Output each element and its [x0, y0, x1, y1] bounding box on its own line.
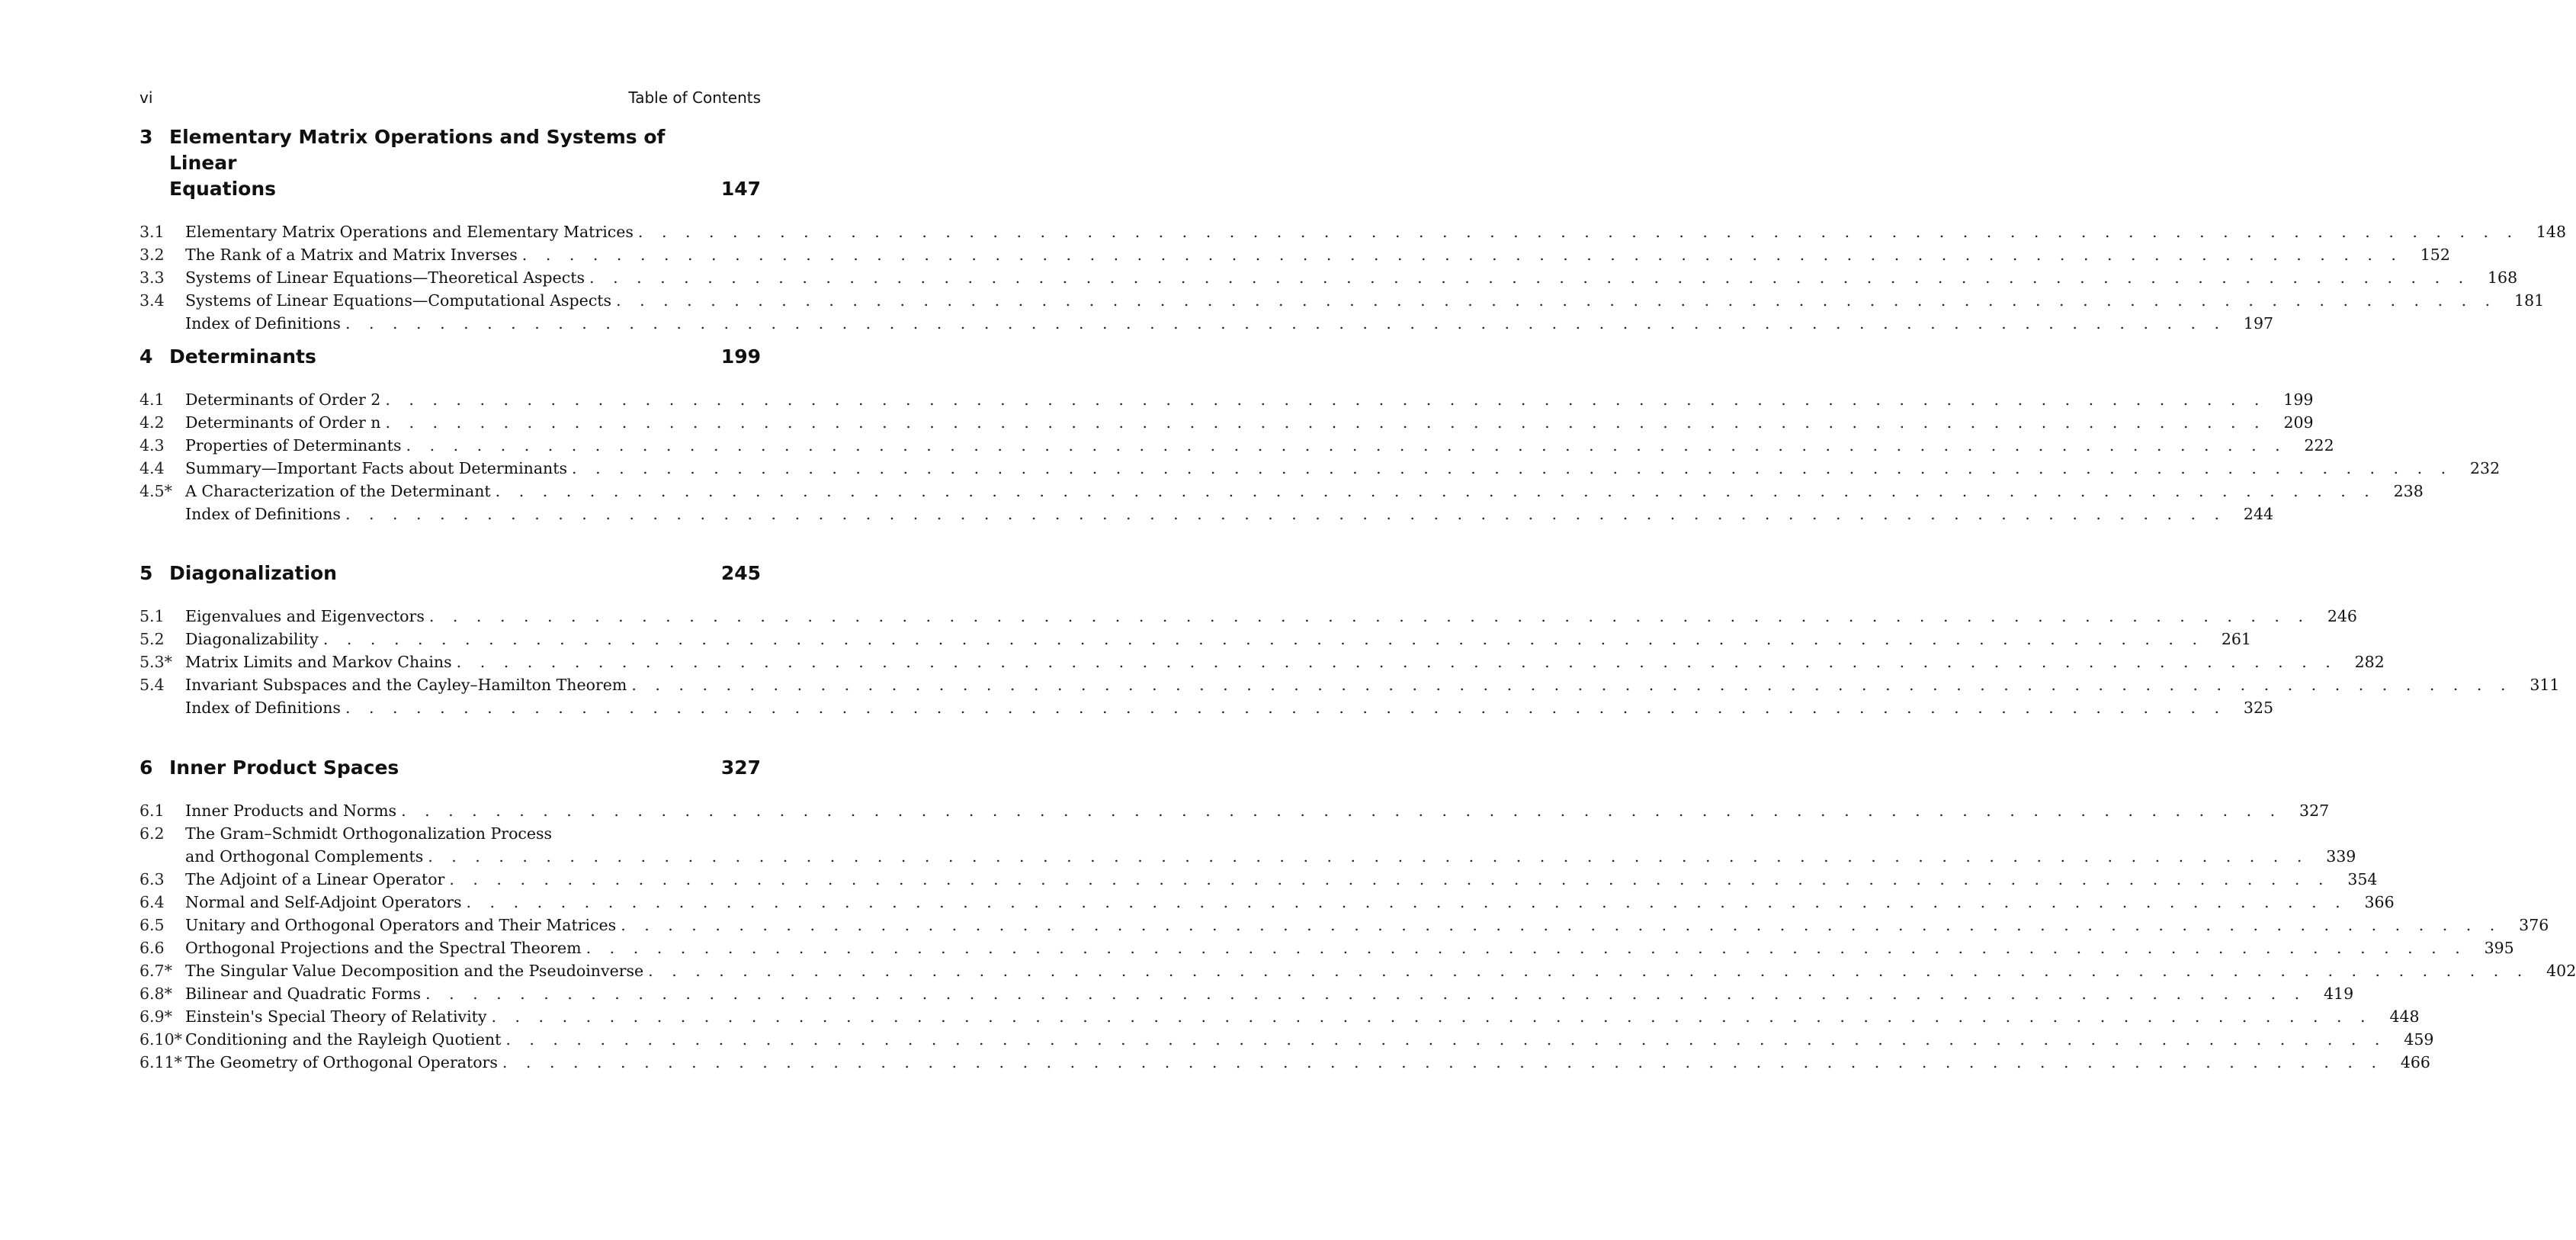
- section-page: 238: [2393, 482, 2424, 500]
- section-page: 395: [2484, 939, 2514, 957]
- section-title-cell: [185, 936, 2467, 959]
- section-title-cell: [185, 1051, 2383, 1074]
- chapter-title-line: Elementary Matrix Operations and Systems of Linear: [169, 126, 666, 174]
- section-title: and Orthogonal Complements: [185, 847, 424, 866]
- section-page: 244: [2243, 505, 2274, 523]
- section-title: Elementary Matrix Operations and Elementary Matrices: [185, 223, 634, 241]
- section-title: Index of Definitions: [185, 314, 341, 332]
- section-list: [140, 220, 2567, 335]
- section-page: 246: [2327, 607, 2357, 625]
- section-title-cell: [185, 243, 2403, 266]
- toc-entry[interactable]: [140, 289, 2545, 312]
- section-title-cell: [185, 845, 2308, 868]
- chapter-title-line: Diagonalization: [169, 562, 337, 584]
- section-title: Inner Products and Norms: [185, 802, 397, 820]
- chapter-title: [169, 124, 721, 202]
- dot-leader: . . . . . . . . . . . . . . . . . . . . . . . . . . . . . . . . . . . . . . . . . . . . . . . . . . . . . . . . . . . . . . . . . . . . . . . . . . . . . . . .: [589, 268, 2471, 287]
- section-number: 3.2: [140, 246, 165, 264]
- section-title: Diagonalizability: [185, 630, 319, 648]
- section-number: 5.2: [140, 630, 165, 648]
- section-number: 6.10*: [140, 1030, 182, 1049]
- section-number: 3.4: [140, 291, 165, 310]
- section-page: 366: [2364, 893, 2395, 911]
- toc-entry[interactable]: [140, 799, 2330, 822]
- section-number: 6.5: [140, 916, 165, 934]
- section-title: Invariant Subspaces and the Cayley–Hamilton Theorem: [185, 676, 627, 694]
- dot-leader: . . . . . . . . . . . . . . . . . . . . . . . . . . . . . . . . . . . . . . . . . . . . . . . . . . . . . . . . . . . . . . . . . . . . . . . . . . . . . . . .: [637, 223, 2520, 241]
- section-number: 6.11*: [140, 1053, 182, 1071]
- section-page: 148: [2536, 223, 2567, 241]
- chapter-number: 5: [140, 562, 153, 584]
- section-number: [140, 503, 185, 525]
- section-page: 197: [2243, 314, 2274, 332]
- section-number: 4.1: [140, 390, 165, 409]
- toc-entry[interactable]: [140, 696, 2274, 719]
- section-page: 354: [2347, 870, 2378, 888]
- section-title: The Adjoint of a Linear Operator: [185, 870, 445, 888]
- section-title: Determinants of Order n: [185, 413, 381, 432]
- dot-leader: . . . . . . . . . . . . . . . . . . . . . . . . . . . . . . . . . . . . . . . . . . . . . . . . . . . . . . . . . . . . . . . . . . . . . . . . . . . . . . . .: [521, 246, 2403, 264]
- toc-entry[interactable]: [140, 266, 2518, 289]
- section-page: 327: [2299, 802, 2330, 820]
- section-title: Unitary and Orthogonal Operators and Their Matrices: [185, 916, 617, 934]
- chapter-number: 6: [140, 757, 153, 779]
- section-number: 6.4: [140, 893, 165, 911]
- section-page: 209: [2283, 413, 2314, 432]
- chapter-page: 199: [720, 345, 761, 368]
- dot-leader: . . . . . . . . . . . . . . . . . . . . . . . . . . . . . . . . . . . . . . . . . . . . . . . . . . . . . . . . . . . . . . . . . . . . . . . . . . . . . . . .: [585, 939, 2467, 957]
- dot-leader: . . . . . . . . . . . . . . . . . . . . . . . . . . . . . . . . . . . . . . . . . . . . . . . . . . . . . . . . . . . . . . . . . . . . . . . . . . . . . . . .: [449, 870, 2331, 888]
- section-title-cell: [185, 1028, 2386, 1051]
- section-number: 4.3: [140, 436, 165, 455]
- dot-leader: . . . . . . . . . . . . . . . . . . . . . . . . . . . . . . . . . . . . . . . . . . . . . . . . . . . . . . . . . . . . . . . . . . . . . . . . . . . . . . . .: [621, 916, 2502, 934]
- chapter-heading[interactable]: [140, 561, 761, 586]
- section-title-cell: [185, 628, 2204, 651]
- section-title: Bilinear and Quadratic Forms: [185, 985, 422, 1003]
- section-title: Conditioning and the Rayleigh Quotient: [185, 1030, 502, 1049]
- chapter-number: 3: [140, 126, 153, 148]
- section-title-cell: [185, 411, 2266, 434]
- section-number: 5.1: [140, 607, 165, 625]
- section-list: [140, 605, 2560, 719]
- dot-leader: . . . . . . . . . . . . . . . . . . . . . . . . . . . . . . . . . . . . . . . . . . . . . . . . . . . . . . . . . . . . . . . . . . . . . . . . . . . . . . . .: [648, 962, 2529, 980]
- section-title-cell: [185, 868, 2330, 891]
- section-page: 152: [2420, 246, 2450, 264]
- section-title-cell: [185, 914, 2501, 936]
- section-title: Systems of Linear Equations—Theoretical Aspects: [185, 268, 585, 287]
- section-title-cell: [185, 480, 2376, 503]
- toc-entry[interactable]: [140, 1028, 2434, 1051]
- toc-entry[interactable]: [140, 1005, 2420, 1028]
- section-number: 6.9*: [140, 1007, 172, 1026]
- section-title-cell: [185, 651, 2337, 673]
- dot-leader: . . . . . . . . . . . . . . . . . . . . . . . . . . . . . . . . . . . . . . . . . . . . . . . . . . . . . . . . . . . . . . . . . . . . . . . . . . . . . . . .: [491, 1007, 2372, 1026]
- section-title: The Gram–Schmidt Orthogonalization Process: [185, 824, 553, 843]
- toc-entry[interactable]: [140, 220, 2567, 243]
- toc-entry[interactable]: [140, 243, 2450, 266]
- dot-leader: . . . . . . . . . . . . . . . . . . . . . . . . . . . . . . . . . . . . . . . . . . . . . . . . . . . . . . . . . . . . . . . . . . . . . . . . . . . . . . . .: [428, 607, 2310, 625]
- section-title-cell: [185, 1005, 2372, 1028]
- section-page: 282: [2354, 653, 2385, 671]
- toc-entry[interactable]: [140, 651, 2385, 673]
- section-title-cell: [185, 457, 2452, 480]
- dot-leader: . . . . . . . . . . . . . . . . . . . . . . . . . . . . . . . . . . . . . . . . . . . . . . . . . . . . . . . . . . . . . . . . . . . . . . . . . . . . . . . .: [495, 482, 2376, 500]
- chapter-title: [169, 561, 721, 586]
- section-number: 6.3: [140, 870, 165, 888]
- dot-leader: . . . . . . . . . . . . . . . . . . . . . . . . . . . . . . . . . . . . . . . . . . . . . . . . . . . . . . . . . . . . . . . . . . . . . . . . . . . . . . . .: [345, 314, 2227, 332]
- dot-leader: . . . . . . . . . . . . . . . . . . . . . . . . . . . . . . . . . . . . . . . . . . . . . . . . . . . . . . . . . . . . . . . . . . . . . . . . . . . . . . . .: [401, 802, 2282, 820]
- section-number: [140, 696, 185, 719]
- toc-entry[interactable]: [140, 959, 2576, 982]
- section-title: Normal and Self-Adjoint Operators: [185, 893, 462, 911]
- toc-entry[interactable]: [140, 605, 2357, 628]
- section-page: 402: [2546, 962, 2576, 980]
- chapter-heading[interactable]: [140, 124, 761, 202]
- section-title: Properties of Determinants: [185, 436, 402, 455]
- chapter-4: [140, 344, 2501, 525]
- dot-leader: . . . . . . . . . . . . . . . . . . . . . . . . . . . . . . . . . . . . . . . . . . . . . . . . . . . . . . . . . . . . . . . . . . . . . . . . . . . . . . . .: [616, 291, 2497, 310]
- section-page: 261: [2221, 630, 2251, 648]
- section-page: 222: [2304, 436, 2334, 455]
- section-title: Einstein's Special Theory of Relativity: [185, 1007, 487, 1026]
- chapter-page: 147: [720, 178, 761, 200]
- section-page: 232: [2470, 459, 2501, 477]
- toc-entry[interactable]: [140, 503, 2274, 525]
- section-number: 6.1: [140, 802, 165, 820]
- section-number: 4.5*: [140, 482, 172, 500]
- toc-entry[interactable]: [140, 1051, 2430, 1074]
- section-page: 376: [2519, 916, 2549, 934]
- toc-entry[interactable]: [140, 982, 2354, 1005]
- chapter-title: [169, 344, 721, 370]
- section-title-cell: [185, 434, 2287, 457]
- running-header: [140, 88, 761, 107]
- toc-entry[interactable]: [140, 868, 2378, 891]
- section-title-cell: [185, 799, 2282, 822]
- section-title: The Rank of a Matrix and Matrix Inverses: [185, 246, 518, 264]
- section-title-cell: [185, 822, 714, 845]
- toc-entry[interactable]: [140, 388, 2314, 411]
- toc-entry[interactable]: [140, 480, 2424, 503]
- section-page: 448: [2389, 1007, 2420, 1026]
- section-title: Determinants of Order 2: [185, 390, 381, 409]
- section-page: 311: [2529, 676, 2560, 694]
- section-title: Systems of Linear Equations—Computational Aspects: [185, 291, 612, 310]
- toc-entry[interactable]: [140, 457, 2501, 480]
- section-title-cell: [185, 673, 2512, 696]
- toc-entry[interactable]: [140, 891, 2395, 914]
- section-title-cell: [185, 696, 2226, 719]
- chapter-number: 4: [140, 345, 153, 368]
- section-title-cell: [185, 289, 2497, 312]
- chapter-6: [140, 755, 2576, 1074]
- section-title: The Geometry of Orthogonal Operators: [185, 1053, 498, 1071]
- dot-leader: . . . . . . . . . . . . . . . . . . . . . . . . . . . . . . . . . . . . . . . . . . . . . . . . . . . . . . . . . . . . . . . . . . . . . . . . . . . . . . . .: [428, 847, 2309, 866]
- dot-leader: . . . . . . . . . . . . . . . . . . . . . . . . . . . . . . . . . . . . . . . . . . . . . . . . . . . . . . . . . . . . . . . . . . . . . . . . . . . . . . . .: [345, 505, 2227, 523]
- dot-leader: . . . . . . . . . . . . . . . . . . . . . . . . . . . . . . . . . . . . . . . . . . . . . . . . . . . . . . . . . . . . . . . . . . . . . . . . . . . . . . . .: [631, 676, 2513, 694]
- chapter-title-line: Determinants: [169, 345, 316, 368]
- dot-leader: . . . . . . . . . . . . . . . . . . . . . . . . . . . . . . . . . . . . . . . . . . . . . . . . . . . . . . . . . . . . . . . . . . . . . . . . . . . . . . . .: [385, 390, 2266, 409]
- section-page: 199: [2283, 390, 2314, 409]
- dot-leader: . . . . . . . . . . . . . . . . . . . . . . . . . . . . . . . . . . . . . . . . . . . . . . . . . . . . . . . . . . . . . . . . . . . . . . . . . . . . . . . .: [345, 699, 2227, 717]
- running-title: Table of Contents: [628, 88, 761, 107]
- toc-entry[interactable]: [140, 434, 2334, 457]
- section-title-cell: [185, 982, 2306, 1005]
- section-list: [140, 388, 2501, 525]
- dot-leader: . . . . . . . . . . . . . . . . . . . . . . . . . . . . . . . . . . . . . . . . . . . . . . . . . . . . . . . . . . . . . . . . . . . . . . . . . . . . . . . .: [406, 436, 2287, 455]
- toc-entry[interactable]: [140, 411, 2314, 434]
- section-number: 6.8*: [140, 985, 172, 1003]
- toc-entry[interactable]: [140, 936, 2514, 959]
- chapter-title-line: Inner Product Spaces: [169, 757, 399, 779]
- toc-entry[interactable]: [140, 845, 2356, 868]
- section-title-cell: [185, 388, 2266, 411]
- section-title: Eigenvalues and Eigenvectors: [185, 607, 425, 625]
- dot-leader: . . . . . . . . . . . . . . . . . . . . . . . . . . . . . . . . . . . . . . . . . . . . . . . . . . . . . . . . . . . . . . . . . . . . . . . . . . . . . . . .: [456, 653, 2337, 671]
- dot-leader: . . . . . . . . . . . . . . . . . . . . . . . . . . . . . . . . . . . . . . . . . . . . . . . . . . . . . . . . . . . . . . . . . . . . . . . . . . . . . . . .: [505, 1030, 2387, 1049]
- section-number: 6.2: [140, 824, 165, 843]
- section-title: Matrix Limits and Markov Chains: [185, 653, 452, 671]
- section-number: 3.1: [140, 223, 165, 241]
- page-number: vi: [140, 88, 153, 107]
- section-number: 3.3: [140, 268, 165, 287]
- section-page: 459: [2404, 1030, 2434, 1049]
- section-number: 4.4: [140, 459, 165, 477]
- chapter-title: [169, 755, 721, 781]
- section-title: Index of Definitions: [185, 699, 341, 717]
- section-page: 419: [2324, 985, 2354, 1003]
- section-page: 466: [2400, 1053, 2430, 1071]
- chapter-3: [140, 124, 2567, 335]
- dot-leader: . . . . . . . . . . . . . . . . . . . . . . . . . . . . . . . . . . . . . . . . . . . . . . . . . . . . . . . . . . . . . . . . . . . . . . . . . . . . . . . .: [385, 413, 2266, 432]
- section-title-cell: [185, 266, 2470, 289]
- toc-entry[interactable]: [140, 628, 2251, 651]
- section-page: 339: [2326, 847, 2356, 866]
- section-title: Orthogonal Projections and the Spectral Theorem: [185, 939, 582, 957]
- chapter-title-line: Equations: [169, 178, 277, 200]
- chapter-heading[interactable]: [140, 755, 761, 781]
- dot-leader: . . . . . . . . . . . . . . . . . . . . . . . . . . . . . . . . . . . . . . . . . . . . . . . . . . . . . . . . . . . . . . . . . . . . . . . . . . . . . . . .: [502, 1053, 2383, 1071]
- dot-leader: . . . . . . . . . . . . . . . . . . . . . . . . . . . . . . . . . . . . . . . . . . . . . . . . . . . . . . . . . . . . . . . . . . . . . . . . . . . . . . . .: [466, 893, 2347, 911]
- chapter-page: 245: [720, 562, 761, 584]
- chapter-heading[interactable]: [140, 344, 761, 370]
- section-number: 6.6: [140, 939, 165, 957]
- section-list: [140, 799, 2576, 1074]
- dot-leader: . . . . . . . . . . . . . . . . . . . . . . . . . . . . . . . . . . . . . . . . . . . . . . . . . . . . . . . . . . . . . . . . . . . . . . . . . . . . . . . .: [425, 985, 2307, 1003]
- section-title-cell: [185, 220, 2519, 243]
- toc-entry[interactable]: [140, 673, 2560, 696]
- section-title: A Characterization of the Determinant: [185, 482, 491, 500]
- section-title-cell: [185, 605, 2310, 628]
- section-title: Summary—Important Facts about Determinants: [185, 459, 568, 477]
- section-number: 5.3*: [140, 653, 172, 671]
- section-number: [140, 845, 185, 868]
- section-title-cell: [185, 503, 2226, 525]
- section-title-cell: [185, 959, 2529, 982]
- section-page: 325: [2243, 699, 2274, 717]
- dot-leader: . . . . . . . . . . . . . . . . . . . . . . . . . . . . . . . . . . . . . . . . . . . . . . . . . . . . . . . . . . . . . . . . . . . . . . . . . . . . . . . .: [322, 630, 2204, 648]
- section-title: Index of Definitions: [185, 505, 341, 523]
- section-page: 181: [2514, 291, 2545, 310]
- chapter-page: 327: [720, 757, 761, 779]
- chapter-5: [140, 561, 2560, 719]
- section-page: 168: [2488, 268, 2518, 287]
- dot-leader: . . . . . . . . . . . . . . . . . . . . . . . . . . . . . . . . . . . . . . . . . . . . . . . . . . . . . . . . . . . . . . . . . . . . . . . . . . . . . . . .: [572, 459, 2453, 477]
- section-number: 4.2: [140, 413, 165, 432]
- section-number: 6.7*: [140, 962, 172, 980]
- toc-entry[interactable]: [140, 822, 761, 845]
- section-title: The Singular Value Decomposition and the Pseudoinverse: [185, 962, 644, 980]
- section-number: [140, 312, 185, 335]
- toc-entry[interactable]: [140, 312, 2274, 335]
- section-number: 5.4: [140, 676, 165, 694]
- section-page: [714, 822, 761, 845]
- toc-entry[interactable]: [140, 914, 2549, 936]
- section-title-cell: [185, 891, 2347, 914]
- section-title-cell: [185, 312, 2226, 335]
